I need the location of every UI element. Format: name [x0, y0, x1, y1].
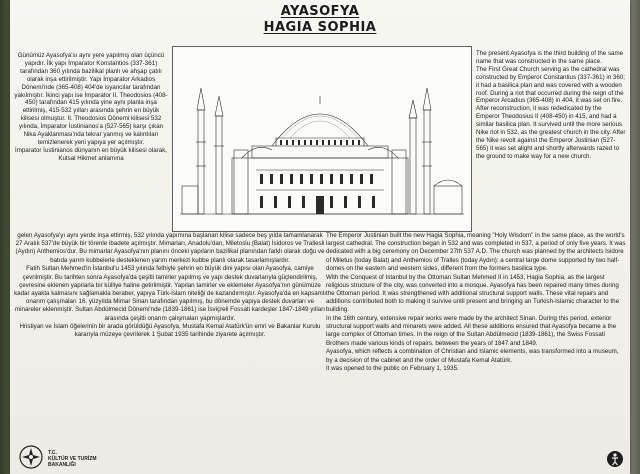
information-plaque [10, 0, 630, 474]
accessibility-icon [606, 450, 624, 468]
ministry-line: KÜLTÜR VE TURİZM [48, 456, 97, 462]
paragraph: Fatih Sultan Mehmed'in İstanbul'u 1453 yılında fethiyle şehrin en büyük dini yapısı olan Ayasofya, camiye çevrilmiştir. Bu tarihten sonra Ayasofya'da çeşitli tamirler yapılmış ve yapı destek duvarlarıyla güçlendirilmiş, çevresine eklenen yapılarla bir külliye haline getirilmiştir. Yapılan tamirler ve eklemeler Ayasofya'nın günümüze kadar ayakta kalmasını sağlamakla beraber, yapıya Türk-İslam niteliği de kazandırmıştır. Ayasofya'da en kapsamlı onarım çalışmaları 16. yüzyılda Mimar Sinan tarafından yapılmış, bu dönemde yapıya destek duvarları ve minareler eklenmiştir. Sultan Abdülmecid Dönemi'nde (1839-1861) ise İsviçreli Fossati kardeşler 1847-1849 yılları arasında çeşitli onarım çalışmaları yapmışlardır. [14, 265, 326, 322]
paragraph: The First Great Church serving as the cathedral was constructed by Emperor Constantius (337-361) in 360; it had a basilica plan and was covered with a wooden roof. During a riot that occurred during the reign of the Emperor Arcadius (365-408) in 404, it was set on fire. [476, 65, 625, 105]
paragraph: Günümüz Ayasofya'sı aynı yere yapılmış olan üçüncü yapıdır. İlk yapı İmparator Konstantios (337-361) tarafından 360 yılında bazilikal planlı ve ahşap çatılı olarak inşa ettirilmiştir. Yapı İmparator Arkadios Dönemi'nde (365-408) 404'de isyancılar tarafından yakılmıştır. İkinci yapı ise İmparator II. Theodosios (408-450) tarafından 415 yılında yine aynı planla inşa ettirilmiş, 415-532 yılları arasında şehrin en büyük kilisesi olmuştur. II. Theodosios Dönemi kilisesi 532 yılında, İmparator İustinianos'a (527-565) karşı çıkan Nika Ayaklanması'nda tekrar yanmış ve kalıntıları temizlenerek yeni yapıya yer açılmıştır. [14, 52, 168, 146]
hagia-sophia-elevation-drawing [172, 46, 472, 232]
paragraph: gelen Ayasofya'yı aynı yerde inşa ettirmiş, 532 yılında yapımına başlanan kilise sadece beş yılda tamamlanarak 27 Aralık 537'de büyük bir törenle ibadete açılmıştır. Mimarları, Anadolu'dan, Miletoslu (Balat) İsidoros ve Trallesli (Aydın) Anthemios'dur. Bu mimarlar Ayasofya'nın planını önceki yapıların bazilikal planından farklı olarak doğu ve batıda yarım kubbelerle desteklenen yarım merkezi kubbe planlı olarak tasarlamışlardır. [15, 232, 325, 264]
english-intro-text [476, 50, 626, 161]
paragraph: It was opened to the public on February 1, 1935. [326, 365, 459, 373]
english-history-text [326, 232, 626, 374]
ministry-emblem-icon [18, 444, 44, 470]
paragraph: With the Conquest of Istanbul by the Ottoman Sultan Mehmed II in 1453, Hagia Sophia, as the largest religious structure of the city, was converted into a mosque. Ayasofya has been repaired many times during the Ottoman period. It was strengthened with additional structural support walls. These vital repairs and additions contributed both to making it survive until present and bringing an Turkish-Islamic character to the building. [326, 273, 620, 314]
paragraph: In the 16th century, extensive repair works were made by the architect Sinan. During this period, exterior structural support walls and minarets were added. All these additions ensured that Ayasofya became a the large complex of Ottoman times. In the reign of the Sultan Abdülmecid (1839-1861), the Swiss Fossati Brothers made various kinds of repairs. between the years of 1847 and 1849. [326, 315, 617, 347]
turkish-intro-text [14, 52, 168, 163]
ministry-name [48, 450, 97, 468]
paragraph: The Emperor Justinian built the new Hagia Sophia, meaning "Holy Wisdom" in the same place, as the world's largest cathedral. The construction began in 532 and was completed in 537, a period of only five years. It was dedicated with a big ceremony on December 27th 537 A.D. The church was planned by the architects Isidore of Miletus (today Balat) and Anthemios of Tralles (today Aydın): a central large dome supported by two half-domes on the eastern and western sides, different from the formers basilica type. [326, 232, 626, 272]
paragraph: Ayasofya, which reflects a combination of Christian and Islamic elements, was transformed into a museum, by a decision of the cabinet and the order of Mustafa Kemal Atatürk. [326, 348, 619, 364]
turkish-history-text [14, 232, 326, 340]
paragraph: İmparator İustinianos dünyanın en büyük kilisesi olarak, Kutsal Hikmet anlamına [14, 146, 168, 162]
title-turkish: AYASOFYA [280, 4, 360, 19]
ministry-line: BAKANLIĞI [48, 462, 76, 468]
plaque-title [10, 4, 630, 36]
title-english: HAGIA SOPHIA [263, 20, 377, 35]
paragraph: The present Ayasofya is the third building of the same name that was constructed in the same place. [476, 50, 624, 65]
paragraph: After reconstruction, it was rededicated by the Emperor Theodosius II (408-450) in 415, and had a similar basilica plan. It survived until the more serious Nike riot in 532, as the greatest church in the city. After the Nike revolt against the Emperor Justinian (527-565) it was set alight and shortly afterwards razed to the ground to make way for a new church. [476, 105, 626, 160]
paragraph: Hristiyan ve İslam öğelerinin bir arada görüldüğü Ayasofya, Mustafa Kemal Atatürk'ün emri ve Bakanlar Kurulu kararıyla müzeye çevrilerek 1 Şubat 1935 tarihinde ziyarete açılmıştır. [19, 323, 321, 339]
ministry-line: T.C. [48, 450, 57, 456]
